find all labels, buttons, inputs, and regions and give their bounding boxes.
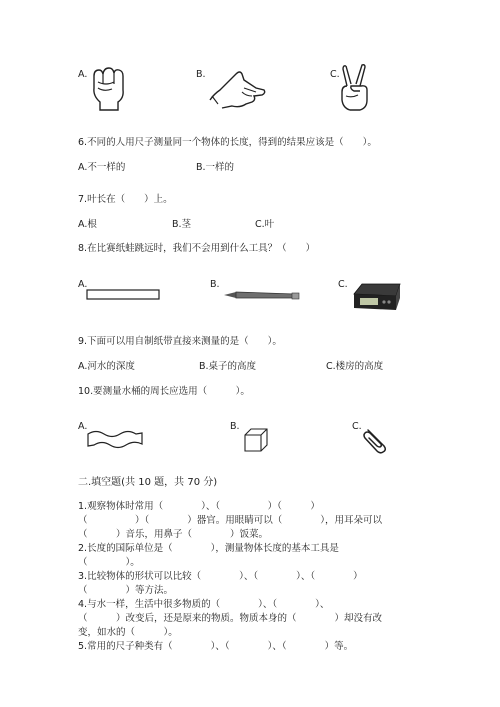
q10-option-c-label: C. xyxy=(352,421,362,432)
fill-q4-line1: 4.与水一样，生活中很多物质的（ ）、（ ）、 xyxy=(78,599,330,610)
q7-stem: 7.叶长在（ ）上。 xyxy=(78,194,173,205)
q8-stem: 8.在比赛纸蛙跳远时，我们不会用到什么工具？（ ） xyxy=(78,243,316,254)
fill-q2-line2: （ ）。 xyxy=(78,557,140,568)
fill-q1-line3: （ ）音乐，用鼻子（ ）饭菜。 xyxy=(78,529,269,540)
q10-stem: 10.要测量水桶的周长应选用（ ）。 xyxy=(78,386,250,397)
q9-option-c: C.楼房的高度 xyxy=(326,361,384,372)
q6-option-a: A.不一样的 xyxy=(78,162,126,173)
fist-hand-icon xyxy=(84,62,134,112)
q9-option-a: A.河水的深度 xyxy=(78,361,135,372)
fill-q3-line1: 3.比较物体的形状可以比较（ ）、（ ）、（ ） xyxy=(78,571,363,582)
fill-q5-line1: 5.常用的尺子种类有（ ）、（ ）、（ ）等。 xyxy=(78,641,354,652)
cube-icon xyxy=(243,427,269,453)
q5-option-b-label: B. xyxy=(196,69,206,80)
q7-option-a: A.根 xyxy=(78,219,97,230)
soft-tape-icon xyxy=(86,428,146,450)
q7-option-c: C.叶 xyxy=(255,219,275,230)
section-title: 二.填空题(共 10 题，共 70 分) xyxy=(78,477,218,488)
pencil-icon xyxy=(222,288,302,304)
q8-option-b-label: B. xyxy=(210,279,220,290)
q10-option-a-label: A. xyxy=(78,421,88,432)
paper-clip-icon xyxy=(360,426,390,456)
open-hand-icon xyxy=(206,66,268,110)
q6-stem: 6.不同的人用尺子测量同一个物体的长度，得到的结果应该是（ ）。 xyxy=(78,137,377,148)
fill-q4-line3: 变，如水的（ ）。 xyxy=(78,627,178,638)
q7-option-b: B.茎 xyxy=(172,219,192,230)
electronic-scale-icon xyxy=(350,276,402,316)
q10-option-b-label: B. xyxy=(230,421,240,432)
q9-stem: 9.下面可以用自制纸带直接来测量的是（ ）。 xyxy=(78,336,282,347)
paper-strip-icon xyxy=(86,288,160,302)
q5-option-a-label: A. xyxy=(78,69,88,80)
q9-option-b: B.桌子的高度 xyxy=(199,361,257,372)
q8-option-c-label: C. xyxy=(338,279,348,290)
q5-option-c-label: C. xyxy=(330,69,340,80)
fill-q4-line2: （ ）改变后，还是原来的物质。物质本身的（ ）却没有改 xyxy=(78,613,383,624)
fill-q1-line1: 1.观察物体时常用（ ）、（ ）（ ） xyxy=(78,501,320,512)
victory-hand-icon xyxy=(334,62,374,114)
fill-q1-line2: （ ）（ ）器官。用眼睛可以（ ），用耳朵可以 xyxy=(78,515,383,526)
fill-q3-line2: （ ）等方法。 xyxy=(78,585,174,596)
q8-option-a-label: A. xyxy=(78,279,88,290)
fill-q2-line1: 2.长度的国际单位是（ ），测量物体长度的基本工具是 xyxy=(78,543,339,554)
q6-option-b: B.一样的 xyxy=(196,162,235,173)
